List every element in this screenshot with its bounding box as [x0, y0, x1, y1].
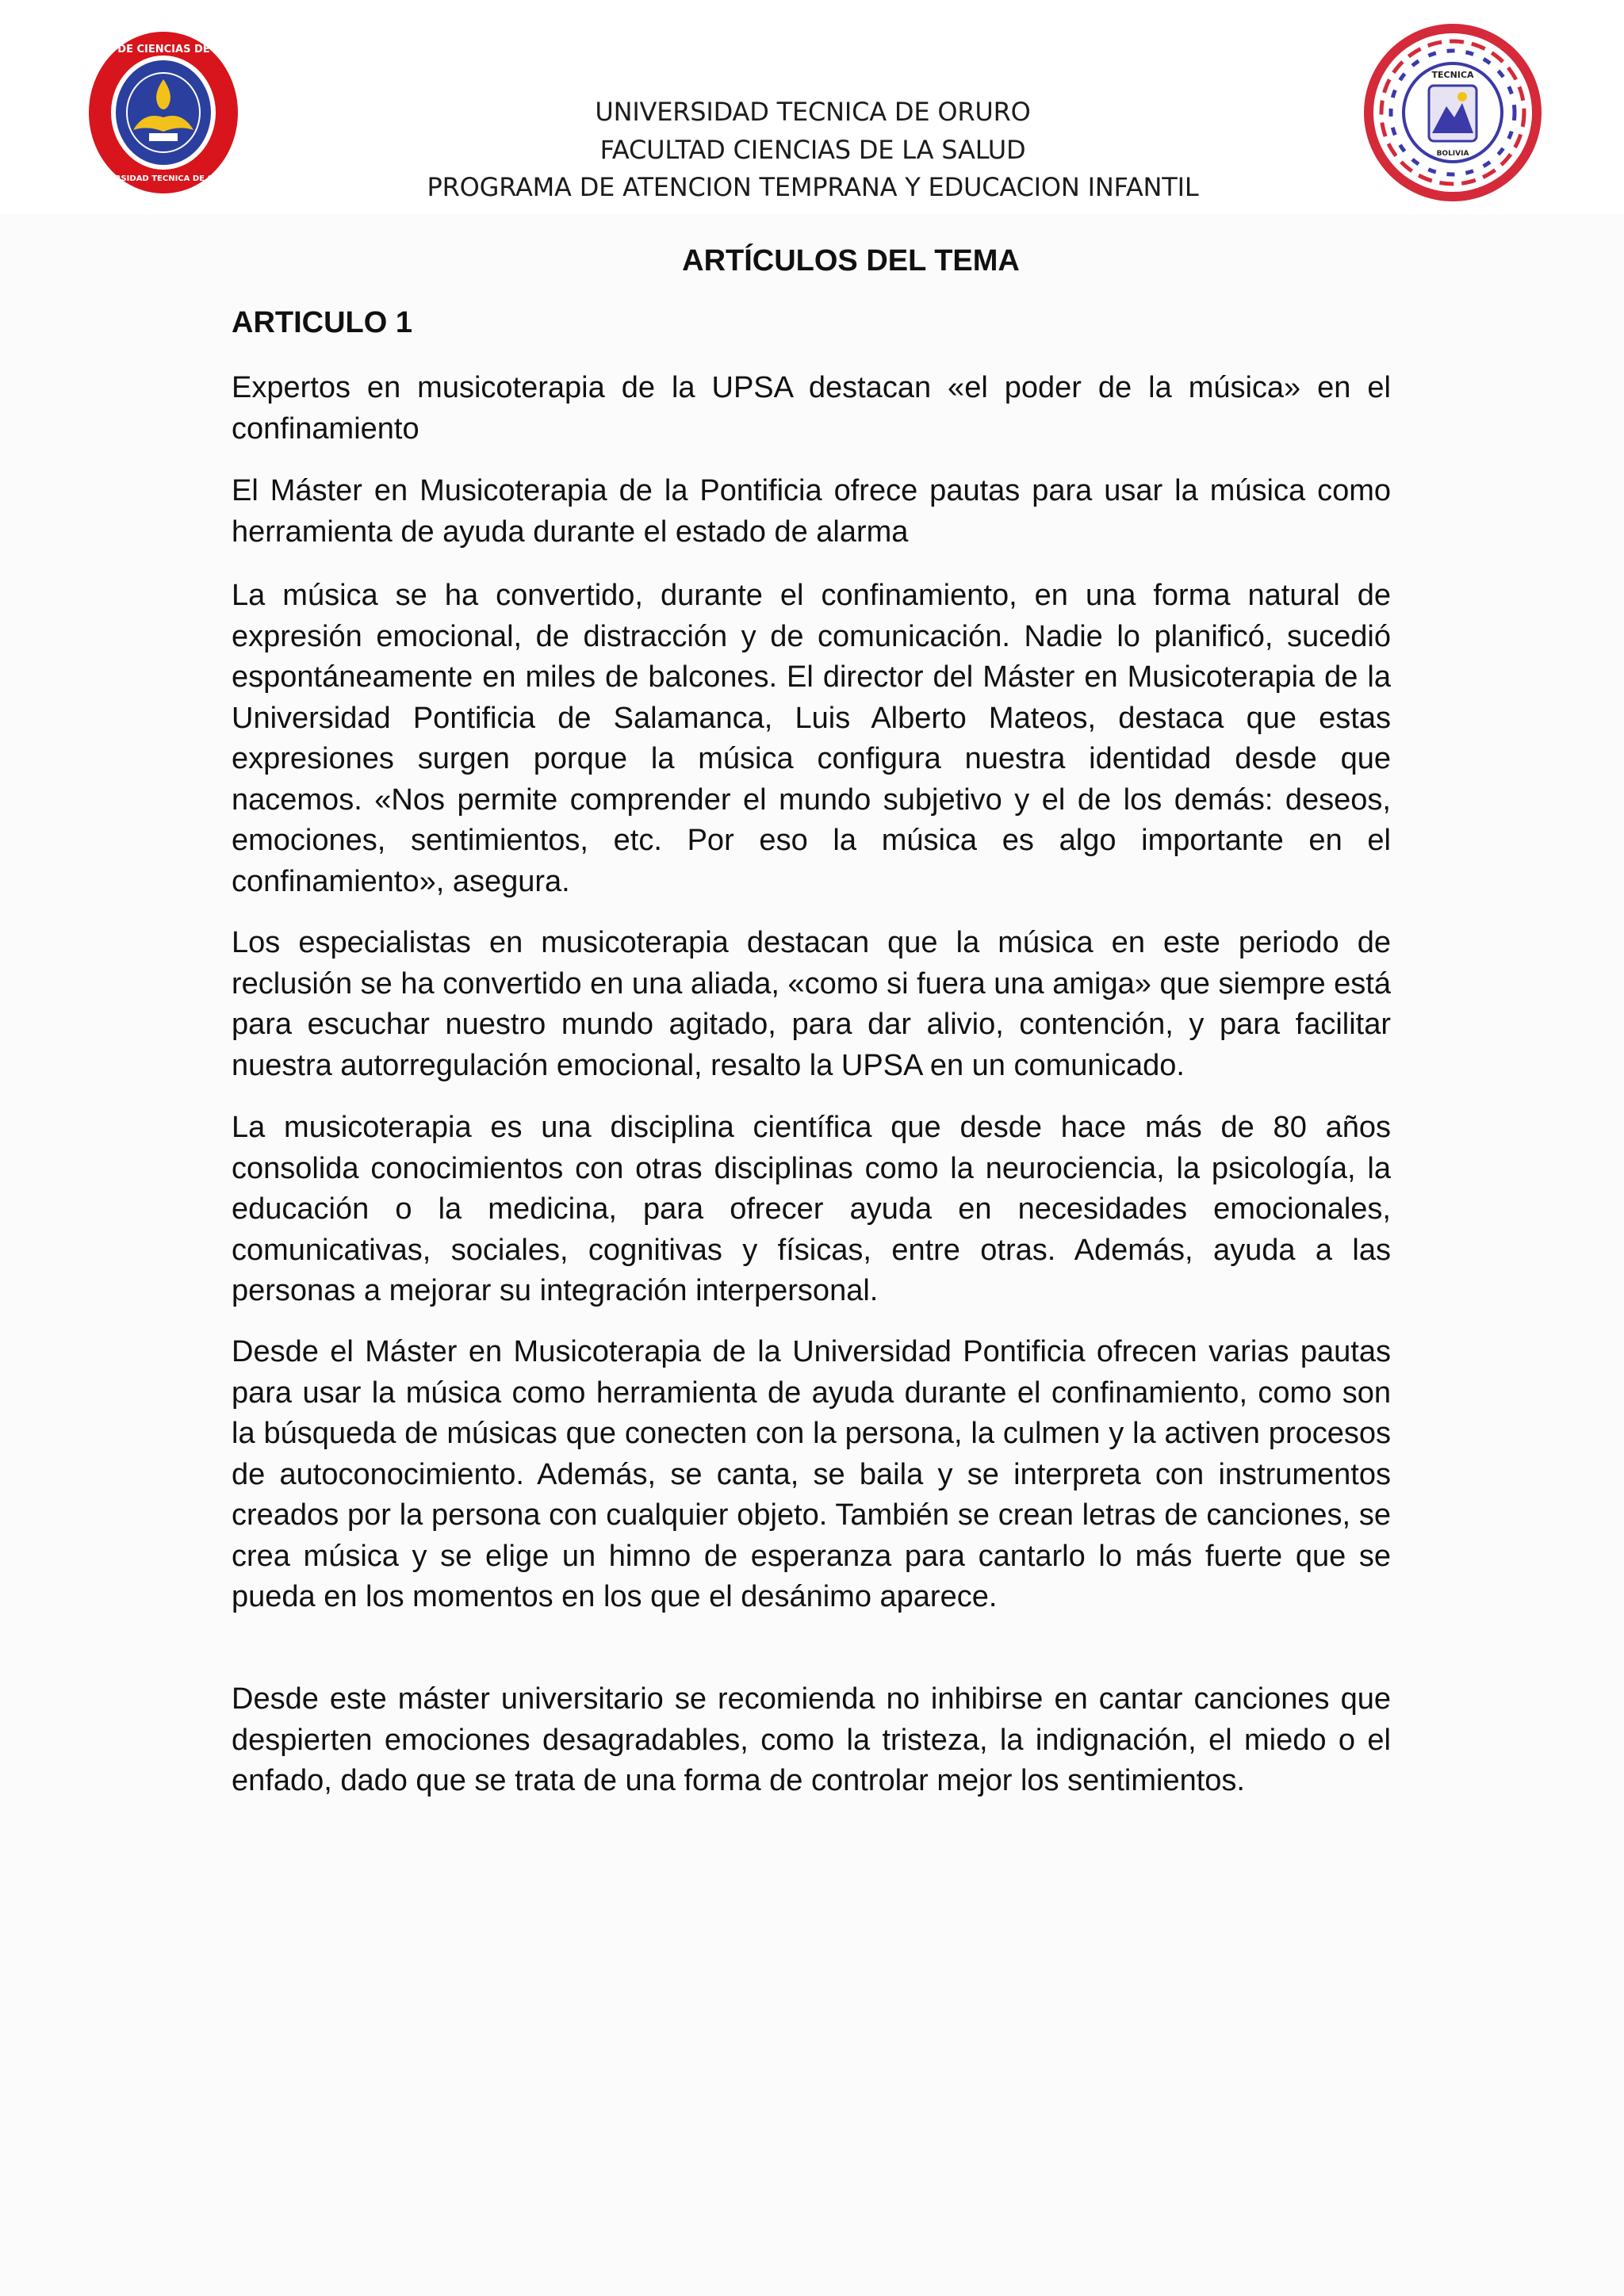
- document-title: ARTÍCULOS DEL TEMA: [682, 244, 1020, 277]
- seal-bottom-lettering: BOLIVIA: [1436, 150, 1469, 158]
- body-paragraph: Desde este máster universitario se recomienda no inhibirse en cantar canciones que despierten emociones desagradables, como la tristeza, la indignación, el miedo o el enfado, dado que se trata de una forma de controlar mejor los sentimientos.: [232, 1682, 1391, 1797]
- seal-ring-lettering: FACULTAD DE CIENCIAS DE LA SALUD: [56, 44, 270, 55]
- seal-inner-field: [116, 60, 211, 165]
- seal-ring-lettering-bottom: UNIVERSIDAD TECNICA DE ORURO: [86, 174, 240, 183]
- body-paragraph: La musicoterapia es una disciplina científica que desde hace más de 80 años consolida conocimientos con otras disciplinas como la neurociencia, la psicología, la educación o la medicina, para ofrecer ayuda en necesidades emocionales, comunicativas, sociales, cognitivas y físicas, entre otras. Además, ayuda a las personas a mejorar su integración interpersonal.: [232, 1111, 1391, 1307]
- seal-sun-emblem: [1457, 92, 1467, 101]
- university-seal-logo: [1361, 21, 1545, 205]
- body-paragraph: La música se ha convertido, durante el confinamiento, en una forma natural de expresión emocional, de distracción y de comunicación. Nadie lo planificó, sucedió espontáneamente en miles de balcones. El director del Máster en Musicoterapia de la Universidad Pontificia de Salamanca, Luis Alberto Mateos, destaca que estas expresiones surgen porque la música configura nuestra identidad desde que nacemos. «Nos permite comprender el mundo subjetivo y el de los demás: deseos, emociones, sentimientos, etc. Por eso la música es algo importante en el confinamiento», asegura.: [232, 579, 1391, 898]
- university-name: UNIVERSIDAD TECNICA DE ORURO: [595, 97, 1031, 127]
- program-name: PROGRAMA DE ATENCION TEMPRANA Y EDUCACION INFANTIL: [427, 172, 1199, 202]
- seal-top-lettering: TECNICA: [1431, 70, 1474, 80]
- faculty-name: FACULTAD CIENCIAS DE LA SALUD: [599, 135, 1026, 165]
- faculty-seal-logo: [56, 29, 270, 197]
- body-paragraph: Desde el Máster en Musicoterapia de la Universidad Pontificia ofrecen varias pautas para usar la música como herramienta de ayuda durante el confinamiento, como son la búsqueda de músicas que conecten con la persona, la culmen y la activen procesos de autoconocimiento. Además, se canta, se baila y se interpreta con instrumentos creados por la persona con cualquier objeto. También se crean letras de canciones, se crea música y se elige un himno de esperanza para cantarlo lo más fuerte que se pueda en los momentos en los que el desánimo aparece.: [232, 1335, 1391, 1613]
- article-heading: ARTICULO 1: [232, 306, 412, 339]
- seal-book-emblem: [149, 133, 178, 141]
- article-headline: Expertos en musicoterapia de la UPSA destacan «el poder de la música» en el confinamiento: [232, 371, 1391, 446]
- body-paragraph: Los especialistas en musicoterapia destacan que la música en este periodo de reclusión se ha convertido en una aliada, «como si fuera una amiga» que siempre está para escuchar nuestro mundo agitado, para dar alivio, contención, y para facilitar nuestra autorregulación emocional, resalto la UPSA en un comunicado.: [232, 926, 1391, 1082]
- page-header: [0, 0, 1624, 214]
- article-subheadline: El Máster en Musicoterapia de la Pontificia ofrece pautas para usar la música como herramienta de ayuda durante el estado de alarma: [232, 474, 1391, 549]
